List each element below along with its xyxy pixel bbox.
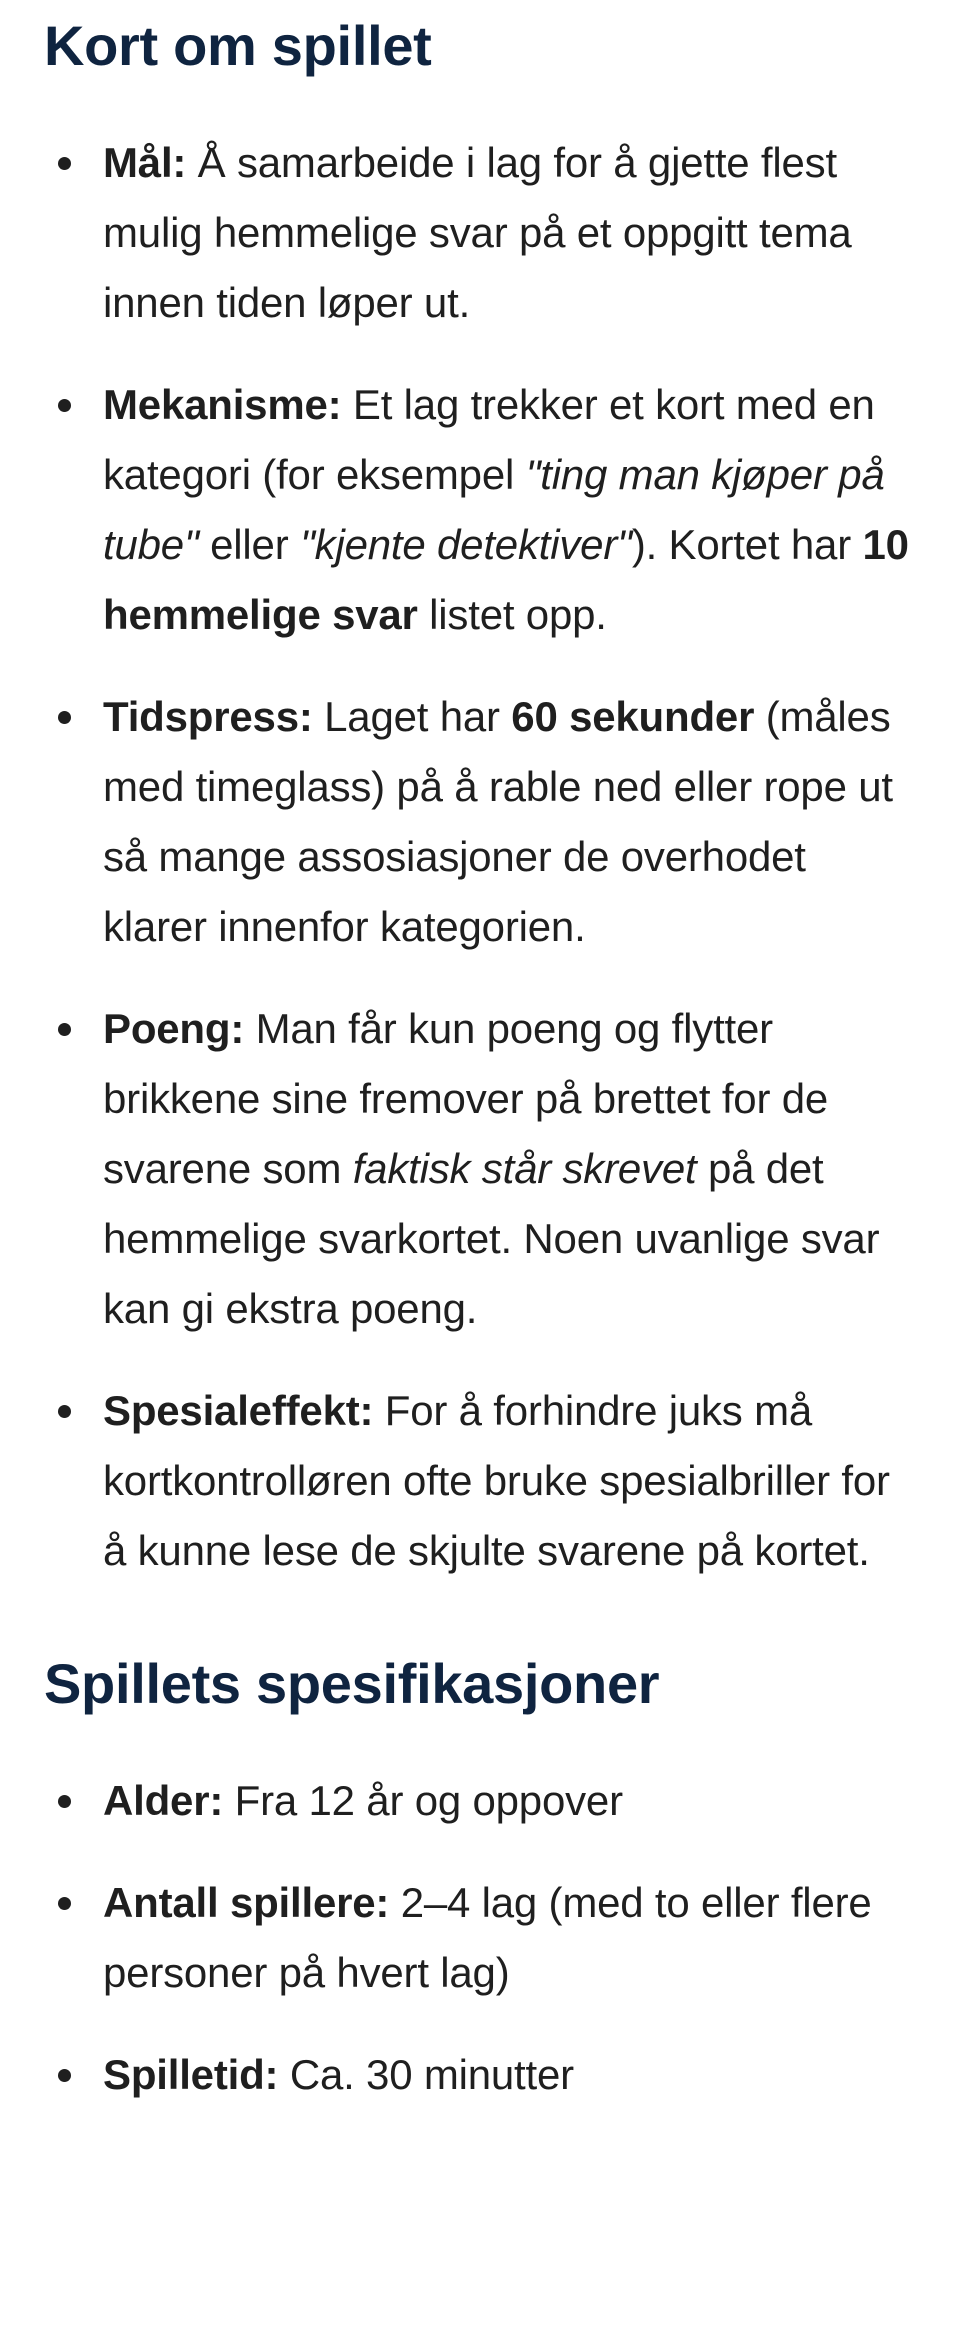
list-item-time-pressure <box>44 682 916 962</box>
bullet-icon <box>58 399 71 412</box>
item-label: Mål: <box>103 139 187 186</box>
bullet-icon <box>58 711 71 724</box>
list-item-goal <box>44 128 916 338</box>
item-example: "kjente detektiver" <box>299 521 632 568</box>
item-emphasis: 10 hemmelige svar <box>103 521 909 638</box>
specs-list <box>44 1766 916 2110</box>
item-label: Poeng: <box>103 1005 245 1052</box>
item-label: Spilletid: <box>103 2051 279 2098</box>
item-label: Mekanisme: <box>103 381 342 428</box>
list-item-special-effect <box>44 1376 916 1586</box>
bullet-icon <box>58 157 71 170</box>
item-text: ). Kortet har <box>631 521 863 568</box>
item-label: Alder: <box>103 1777 224 1824</box>
section-heading-specs: Spillets spesifikasjoner <box>44 1652 660 1715</box>
item-text: Fra 12 år og oppover <box>223 1777 623 1824</box>
item-text: Et lag trekker et kort med en kategori (for eksempel <box>103 381 875 498</box>
about-list <box>44 128 916 1586</box>
item-text: eller <box>198 521 300 568</box>
item-label: Tidspress: <box>103 693 313 740</box>
item-text: Man får kun poeng og flytter brikkene sine fremover på brettet for de svarene som <box>103 1005 829 1192</box>
list-item-playtime <box>44 2040 916 2110</box>
item-example: "ting man kjøper på tube" <box>103 451 885 568</box>
item-emphasis: 60 sekunder <box>511 693 755 740</box>
item-text: (måles med timeglass) på å rable ned eller rope ut så mange assosiasjoner de overhodet klarer innenfor kategorien. <box>103 693 893 950</box>
bullet-icon <box>58 1405 71 1418</box>
bullet-icon <box>58 1897 71 1910</box>
item-text: 2–4 lag (med to eller flere personer på hvert lag) <box>103 1879 872 1996</box>
list-item-points <box>44 994 916 1344</box>
bullet-icon <box>58 1023 71 1036</box>
section-heading-about: Kort om spillet <box>44 14 432 77</box>
bullet-icon <box>58 2069 71 2082</box>
item-text: listet opp. <box>417 591 607 638</box>
item-label: Spesialeffekt: <box>103 1387 374 1434</box>
item-text: For å forhindre juks må kortkontrolløren ofte bruke spesialbriller for å kunne lese de skjulte svarene på kortet. <box>103 1387 890 1574</box>
list-item-age <box>44 1766 916 1836</box>
item-emphasis-italic: faktisk står skrevet <box>352 1145 697 1192</box>
item-text: Å samarbeide i lag for å gjette flest mulig hemmelige svar på et oppgitt tema innen tiden løper ut. <box>103 139 852 326</box>
bullet-icon <box>58 1795 71 1808</box>
item-label: Antall spillere: <box>103 1879 390 1926</box>
item-text: Ca. 30 minutter <box>278 2051 574 2098</box>
item-text: Laget har <box>312 693 512 740</box>
list-item-mechanism <box>44 370 916 650</box>
list-item-players <box>44 1868 916 2008</box>
item-text: på det hemmelige svarkortet. Noen uvanlige svar kan gi ekstra poeng. <box>103 1145 880 1332</box>
